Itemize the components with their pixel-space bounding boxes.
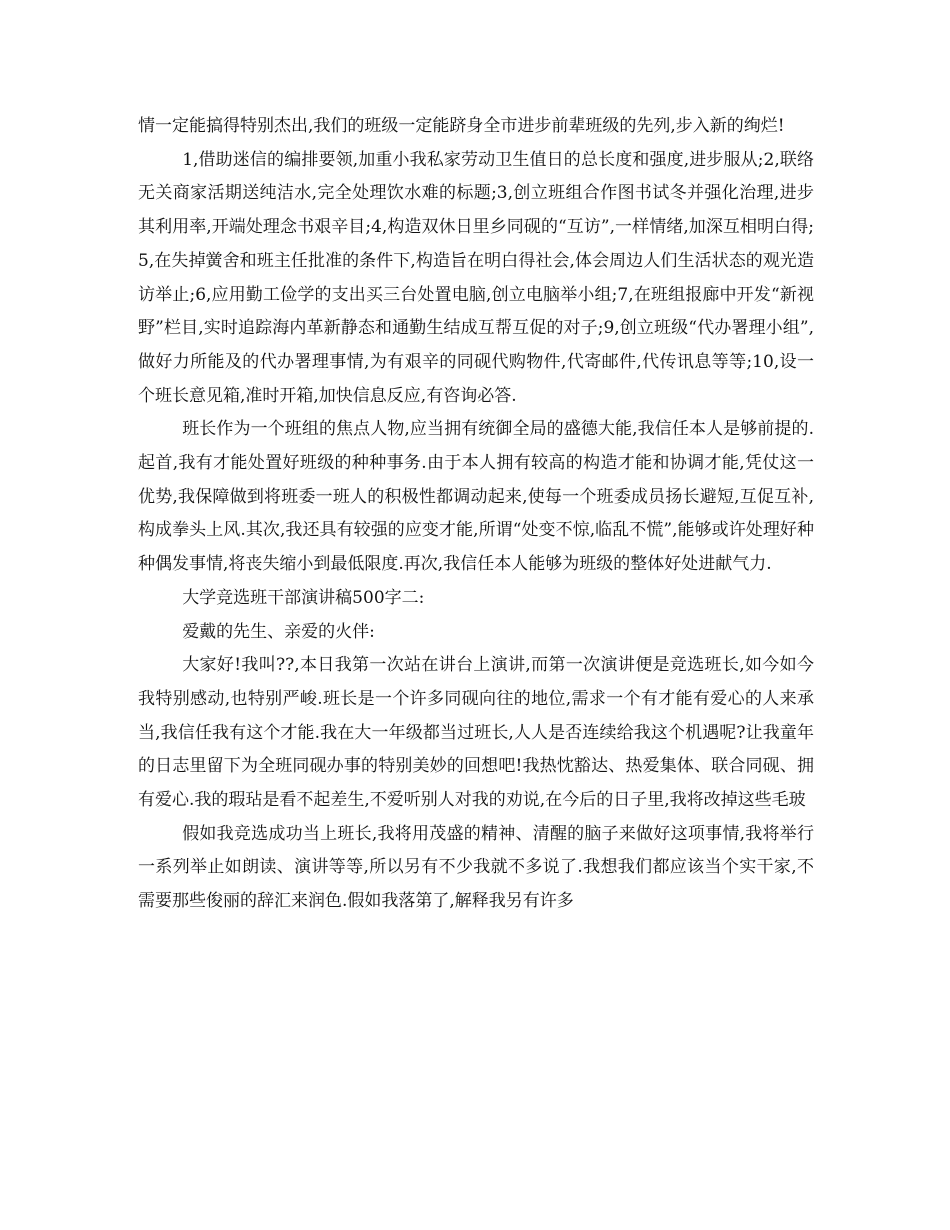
document-page <box>138 110 814 919</box>
paragraph-continuation: 情一定能搞得特别杰出,我们的班级一定能跻身全市进步前辈班级的先列,步入新的绚烂! <box>138 116 785 136</box>
paragraph-plan-list: 1,借助迷信的编排要领,加重小我私家劳动卫生值日的总长度和强度,进步服从;2,联络无关商家活期送纯洁水,完全处理饮水难的标题;3,创立班组合作图书试冬并强化治理,进步其利用率,开端处理念书艰辛目;4,构造双休日里乡同砚的“互访”,一样情绪,加深互相明白得;5,在失掉黉舍和班主任批准的条件下,构造旨在明白得社会,体会周边人们生活状态的观光造访举止;6,应用勤工俭学的支出买三台处置电脑,创立电脑举小组;7,在班组报廊中开发“新视野”栏目,实时追踪海内革新静态和通勤生结成互帮互促的对子;9,创立班级“代办署理小组”,做好力所能及的代办署理事情,为有艰辛的同砚代购物件,代寄邮件,代传讯息等等;10,设一个班长意见箱,准时开箱,加快信息反应,有咨询必答. <box>138 149 814 406</box>
paragraph-monitor-qualities: 班长作为一个班组的焦点人物,应当拥有统御全局的盛德大能,我信任本人是够前提的.起首,我有才能处置好班级的种种事务.由于本人拥有较高的构造才能和协调才能,凭仗这一优势,我保障做到将班委一班人的积极性都调动起来,使每一个班委成员扬长避短,互促互补,构成拳头上风.其次,我还具有较强的应变才能,所谓“处变不惊,临乱不慌”,能够或许处理好种种偶发事情,将丧失缩小到最低限度.再次,我信任本人能够为班级的整体好处进献气力. <box>138 419 814 575</box>
salutation: 爱戴的先生、亲爱的火伴: <box>182 621 375 642</box>
section-heading: 大学竞选班干部演讲稿500字二: <box>182 587 425 608</box>
paragraph-if-elected: 假如我竞选成功当上班长,我将用茂盛的精神、清醒的脑子来做好这项事情,我将举行一系列举止如朗读、演讲等等,所以另有不少我就不多说了.我想我们都应该当个实干家,不需要那些俊丽的辞汇来润色.假如我落第了,解释我另有许多 <box>138 823 814 912</box>
paragraph-self-introduction: 大家好!我叫??,本日我第一次站在讲台上演讲,而第一次演讲便是竞选班长,如今如今我特别感动,也特别严峻.班长是一个许多同砚向往的地位,需求一个有才能有爱心的人来承当,我信任我有这个才能.我在大一年级都当过班长,人人是否连续给我这个机遇呢?让我童年的日志里留下为全班同砚办事的特别美妙的回想吧!我热忱豁达、热爱集体、联合同砚、拥有爱心.我的瑕玷是看不起差生,不爱听别人对我的劝说,在今后的日子里,我将改掉这些毛玻 <box>138 655 814 811</box>
